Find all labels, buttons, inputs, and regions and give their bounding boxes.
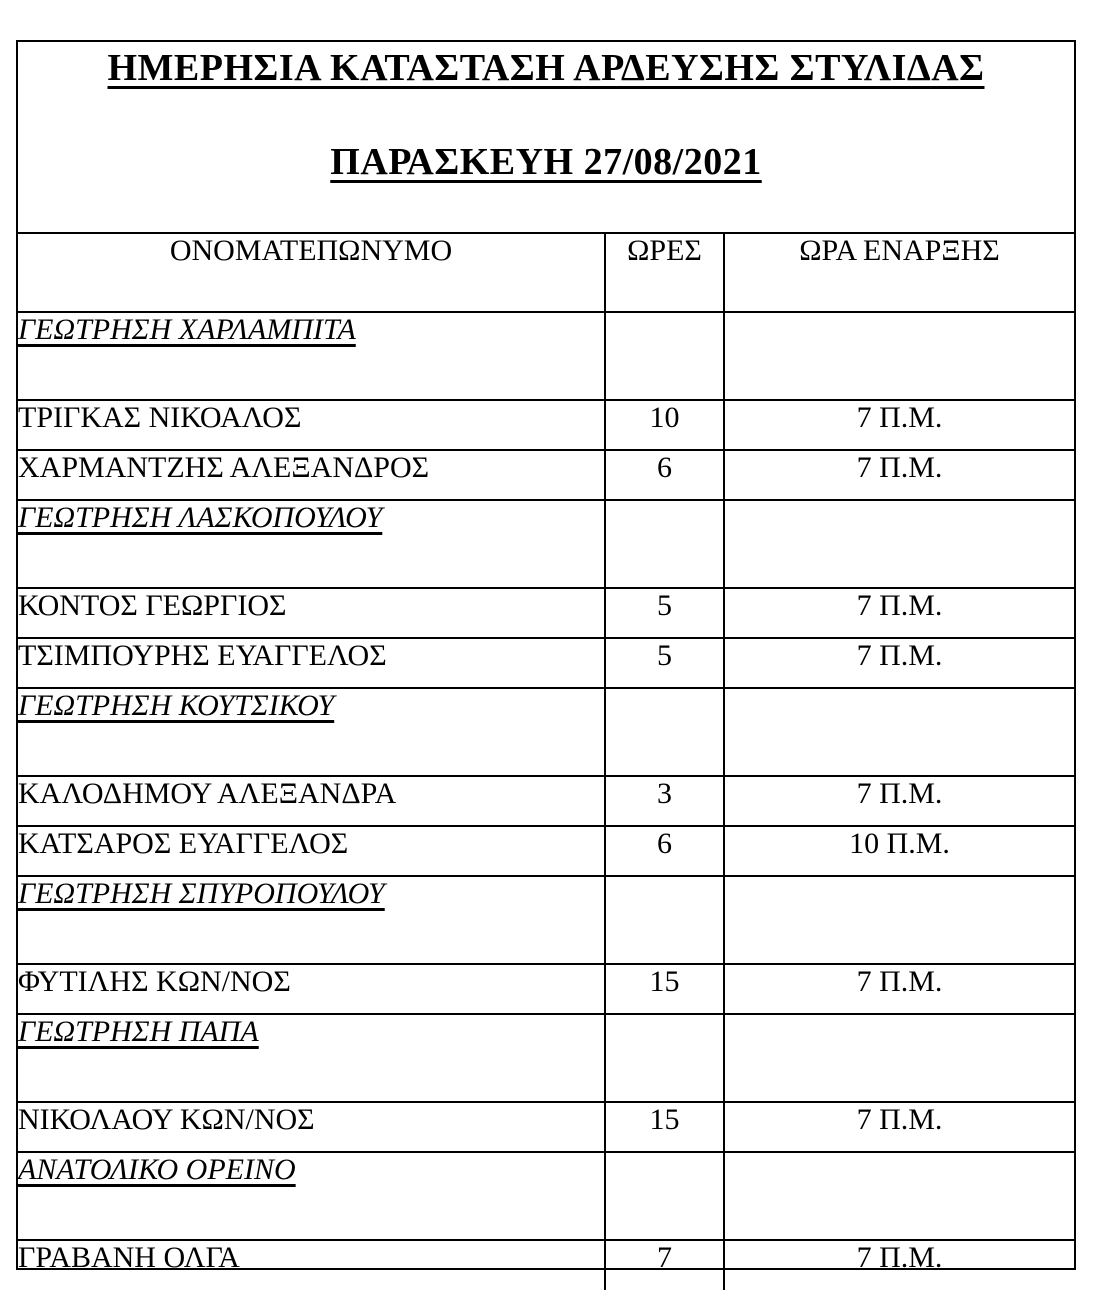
table-row [18, 826, 1074, 876]
table-row [18, 1240, 1074, 1290]
column-header-name: ΟΝΟΜΑΤΕΠΩΝΥΜΟ [18, 234, 605, 312]
start-time: 7 Π.Μ. [724, 1102, 1074, 1152]
section-title: ΓΕΩΤΡΗΣΗ ΧΑΡΛΑΜΠΙΤΑ [18, 312, 605, 400]
table-row [18, 588, 1074, 638]
person-name: ΧΑΡΜΑΝΤΖΗΣ ΑΛΕΞΑΝΔΡΟΣ [18, 450, 605, 500]
schedule-table [18, 234, 1074, 1290]
section-title: ΓΕΩΤΡΗΣΗ ΠΑΠΑ [18, 1014, 605, 1102]
empty-cell [605, 688, 724, 776]
irrigation-hours: 5 [605, 588, 724, 638]
column-header-hours: ΩΡΕΣ [605, 234, 724, 312]
irrigation-schedule-document [16, 40, 1076, 1274]
irrigation-hours: 10 [605, 400, 724, 450]
empty-cell [724, 500, 1074, 588]
section-row [18, 688, 1074, 776]
start-time: 7 Π.Μ. [724, 588, 1074, 638]
person-name: ΦΥΤΙΛΗΣ ΚΩΝ/ΝΟΣ [18, 964, 605, 1014]
section-title: ΑΝΑΤΟΛΙΚΟ ΟΡΕΙΝΟ [18, 1152, 605, 1240]
start-time: 7 Π.Μ. [724, 964, 1074, 1014]
start-time: 7 Π.Μ. [724, 450, 1074, 500]
title-block [18, 42, 1074, 234]
section-title: ΓΕΩΤΡΗΣΗ ΣΠΥΡΟΠΟΥΛΟΥ [18, 876, 605, 964]
table-header-row [18, 234, 1074, 312]
empty-cell [605, 312, 724, 400]
irrigation-hours: 3 [605, 776, 724, 826]
table-row [18, 638, 1074, 688]
table-row [18, 450, 1074, 500]
irrigation-hours: 6 [605, 450, 724, 500]
document-title: ΗΜΕΡΗΣΙΑ ΚΑΤΑΣΤΑΣΗ ΑΡΔΕΥΣΗΣ ΣΤΥΛΙΔΑΣ [107, 47, 985, 89]
section-row [18, 500, 1074, 588]
empty-cell [605, 1014, 724, 1102]
table-row [18, 776, 1074, 826]
person-name: ΤΡΙΓΚΑΣ ΝΙΚΟΑΛΟΣ [18, 400, 605, 450]
person-name: ΚΟΝΤΟΣ ΓΕΩΡΓΙΟΣ [18, 588, 605, 638]
section-row [18, 1152, 1074, 1240]
table-row [18, 1102, 1074, 1152]
empty-cell [724, 876, 1074, 964]
person-name: ΓΡΑΒΑΝΗ ΟΛΓΑ [18, 1240, 605, 1290]
section-title: ΓΕΩΤΡΗΣΗ ΛΑΣΚΟΠΟΥΛΟΥ [18, 500, 605, 588]
person-name: ΚΑΤΣΑΡΟΣ ΕΥΑΓΓΕΛΟΣ [18, 826, 605, 876]
empty-cell [605, 500, 724, 588]
empty-cell [724, 688, 1074, 776]
document-date: ΠΑΡΑΣΚΕΥΗ 27/08/2021 [330, 141, 762, 183]
empty-cell [605, 1152, 724, 1240]
irrigation-hours: 15 [605, 1102, 724, 1152]
empty-cell [724, 1152, 1074, 1240]
person-name: ΚΑΛΟΔΗΜΟΥ ΑΛΕΞΑΝΔΡΑ [18, 776, 605, 826]
section-row [18, 1014, 1074, 1102]
section-row [18, 312, 1074, 400]
section-title: ΓΕΩΤΡΗΣΗ ΚΟΥΤΣΙΚΟΥ [18, 688, 605, 776]
empty-cell [724, 312, 1074, 400]
start-time: 10 Π.Μ. [724, 826, 1074, 876]
person-name: ΤΣΙΜΠΟΥΡΗΣ ΕΥΑΓΓΕΛΟΣ [18, 638, 605, 688]
start-time: 7 Π.Μ. [724, 400, 1074, 450]
table-row [18, 400, 1074, 450]
start-time: 7 Π.Μ. [724, 776, 1074, 826]
table-row [18, 964, 1074, 1014]
start-time: 7 Π.Μ. [724, 1240, 1074, 1290]
empty-cell [724, 1014, 1074, 1102]
irrigation-hours: 6 [605, 826, 724, 876]
irrigation-hours: 5 [605, 638, 724, 688]
column-header-start-time: ΩΡΑ ΕΝΑΡΞΗΣ [724, 234, 1074, 312]
irrigation-hours: 7 [605, 1240, 724, 1290]
section-row [18, 876, 1074, 964]
person-name: ΝΙΚΟΛΑΟΥ ΚΩΝ/ΝΟΣ [18, 1102, 605, 1152]
irrigation-hours: 15 [605, 964, 724, 1014]
start-time: 7 Π.Μ. [724, 638, 1074, 688]
empty-cell [605, 876, 724, 964]
